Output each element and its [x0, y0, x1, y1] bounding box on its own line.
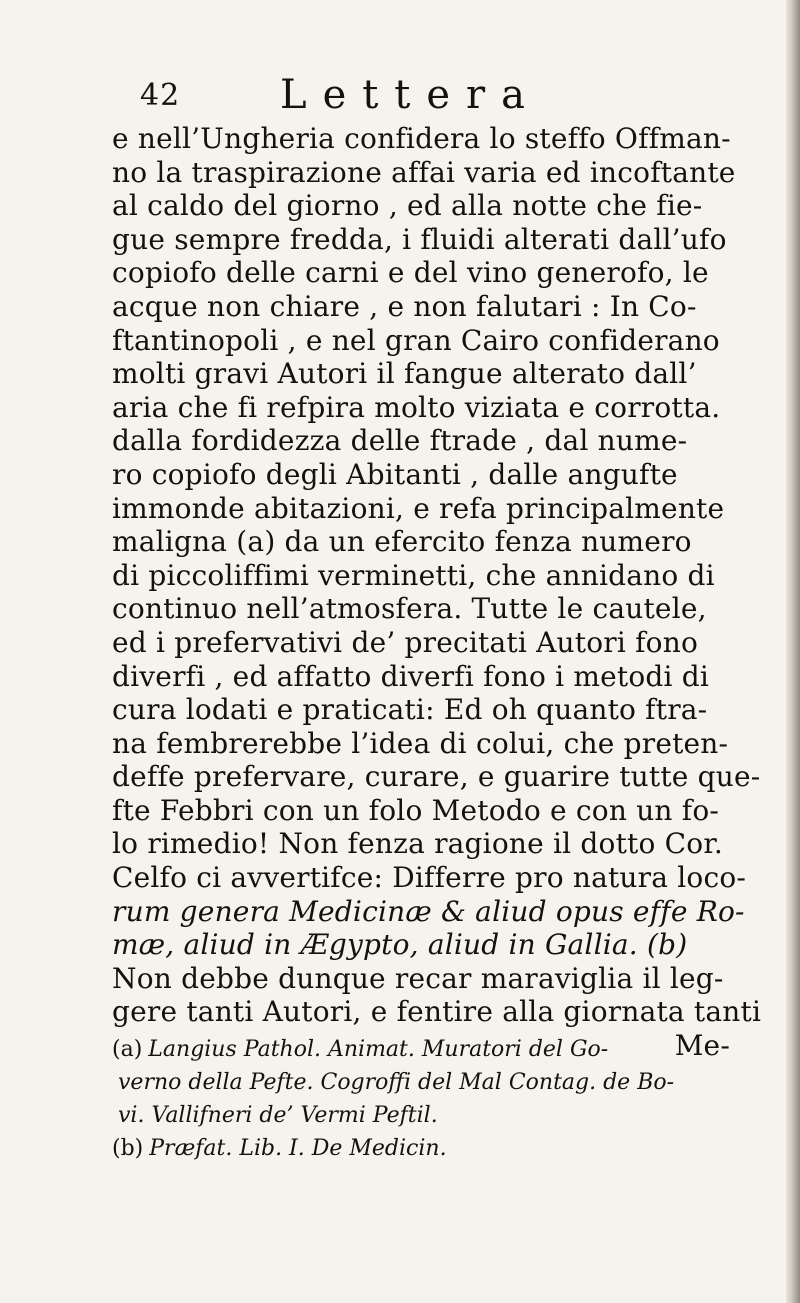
- text-line: e nell’Ungheria confidera lo steffo Offman-: [112, 122, 731, 155]
- text-line: immonde abitazioni, e refa principalmente: [112, 491, 725, 525]
- text-line: copiofo delle carni e del vino generofo, le: [112, 256, 709, 290]
- footnote-line: [112, 1066, 788, 1099]
- text-line: molti gravi Autori il fangue alterato dall’: [112, 357, 697, 391]
- text-line: gere tanti Autori, e fentire alla giornata tanti: [112, 995, 762, 1029]
- footnote-text: verno della Pefte. Cogroffi del Mal Contag. de Bo-: [118, 1070, 675, 1095]
- text-line: al caldo del giorno , ed alla notte che fie-: [112, 189, 703, 223]
- body-text: [112, 122, 788, 1063]
- text-line: no la traspirazione affai varia ed incoftante: [112, 155, 736, 189]
- text-line: acque non chiare , e non falutari : In Co-: [112, 289, 697, 323]
- text-line: continuo nell’atmosfera. Tutte le cautele,: [112, 592, 707, 626]
- text-line: Celfo ci avvertifce: Differre pro natura loco-: [112, 861, 747, 895]
- footnotes: [112, 1033, 788, 1165]
- footnote-line: [112, 1099, 788, 1132]
- footnote-text: Langius Pathol. Animat. Muratori del Go-: [148, 1037, 609, 1062]
- text-line: ro copiofo degli Abitanti , dalle angufte: [112, 457, 678, 491]
- footnote-mark: (b): [112, 1136, 144, 1161]
- text-line-italic-quote: mæ, aliud in Ægypto, aliud in Gallia. (b): [112, 928, 688, 962]
- text-line: cura lodati e praticati: Ed oh quanto ftra-: [112, 693, 708, 727]
- footnote-text: vi. Vallifneri de’ Vermi Peftil.: [118, 1103, 438, 1128]
- text-line: gue sempre fredda, i fluidi alterati dall’ufo: [112, 222, 727, 256]
- scan-page-edge: [786, 0, 800, 1303]
- text-line: lo rimedio! Non fenza ragione il dotto Cor.: [112, 827, 723, 861]
- text-line: dalla fordidezza delle ftrade , dal nume-: [112, 424, 688, 458]
- footnote-text: Præfat. Lib. I. De Medicin.: [149, 1136, 447, 1161]
- text-line: aria che fi refpira molto viziata e corrotta.: [112, 390, 721, 424]
- text-line: Non debbe dunque recar maraviglia il leg-: [112, 961, 724, 995]
- text-line: deffe prefervare, curare, e guarire tutte que-: [112, 760, 761, 794]
- footnote-mark: (a): [112, 1037, 143, 1062]
- text-line: fte Febbri con un folo Metodo e con un fo-: [112, 793, 720, 827]
- text-line: diverfi , ed affatto diverfi fono i metodi di: [112, 659, 710, 693]
- catchword: Me-: [674, 1029, 730, 1063]
- page-number: 42: [140, 78, 181, 113]
- running-title: Lettera: [280, 72, 542, 118]
- page-header: [140, 72, 660, 122]
- text-line: na fembrerebbe l’idea di colui, che preten-: [112, 726, 729, 760]
- footnote-line: [112, 1132, 788, 1165]
- text-line: ed i prefervativi de’ precitati Autori fono: [112, 625, 699, 659]
- footnote-line: [112, 1033, 788, 1066]
- text-line-italic-quote: rum genera Medicinæ & aliud opus effe Ro-: [112, 894, 745, 928]
- text-line: ftantinopoli , e nel gran Cairo confiderano: [112, 323, 720, 357]
- text-line: di piccoliffimi verminetti, che annidano di: [112, 558, 715, 592]
- text-line: maligna (a) da un efercito fenza numero: [112, 525, 692, 559]
